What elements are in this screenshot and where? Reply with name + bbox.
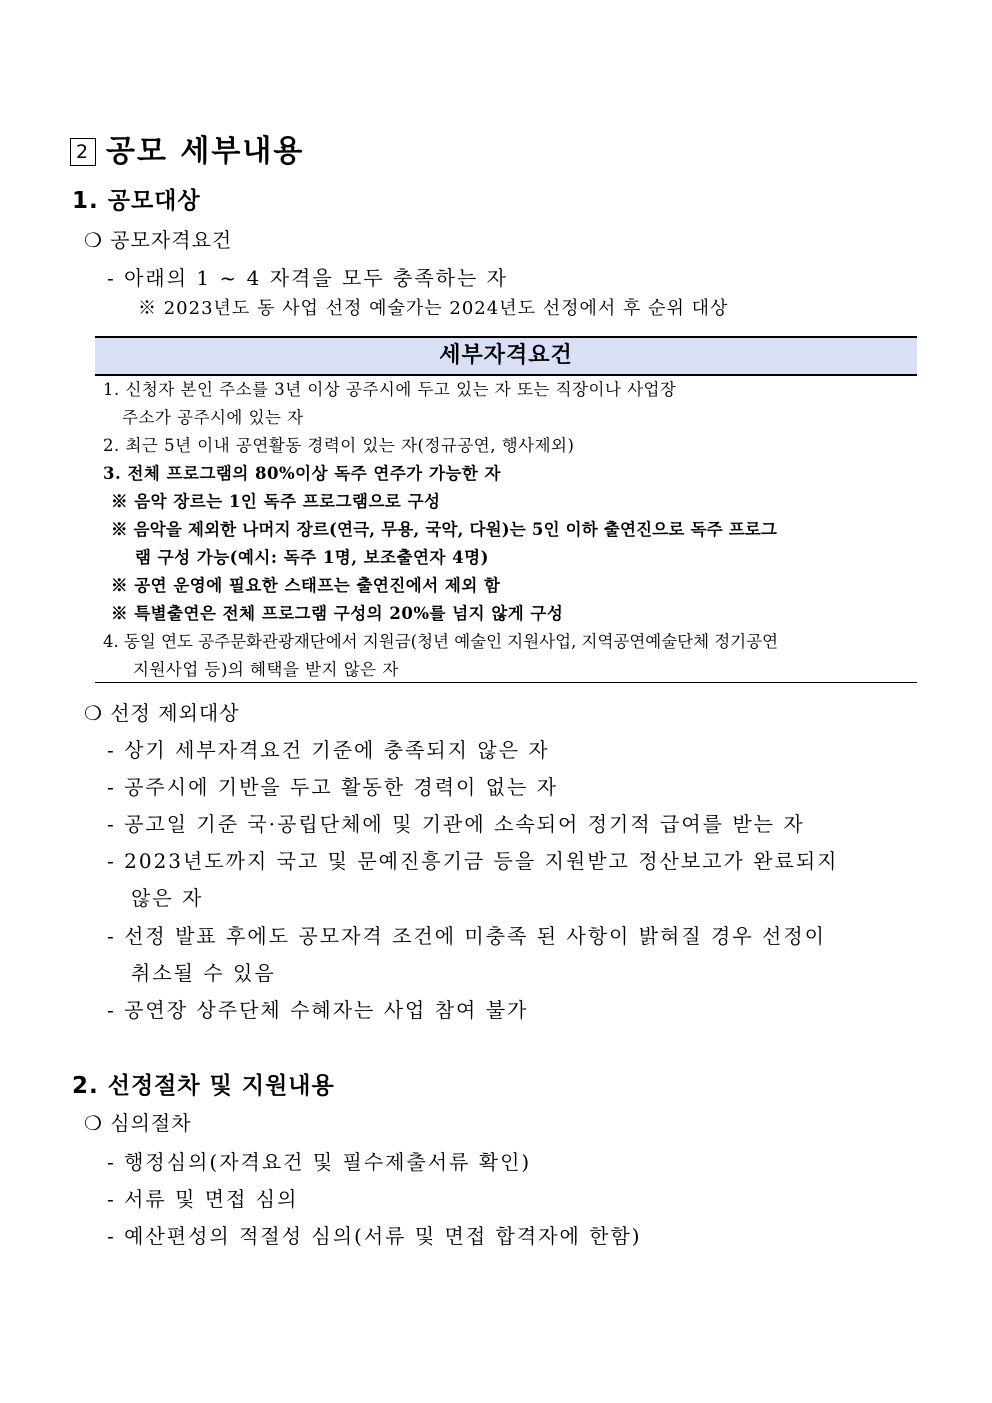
qualification-label: ❍ 공모자격요건 xyxy=(84,228,233,252)
table-header: 세부자격요건 xyxy=(95,338,917,376)
qualification-line: - 아래의 1 ~ 4 자격을 모두 충족하는 자 xyxy=(107,266,508,290)
exclusion-item: - 공연장 상주단체 수혜자는 사업 참여 불가 xyxy=(107,998,529,1022)
qualification-note: ※ 2023년도 동 사업 선정 예술가는 2024년도 선정에서 후 순위 대상 xyxy=(138,298,729,319)
table-row: ※ 특별출연은 전체 프로그램 구성의 20%를 넘지 않게 구성 xyxy=(111,604,564,623)
section-title xyxy=(70,126,304,170)
section-title-text: 공모 세부내용 xyxy=(106,134,305,169)
table-row: 1. 신청자 본인 주소를 3년 이상 공주시에 두고 있는 자 또는 직장이나 사업장 xyxy=(103,380,677,399)
table-row: 3. 전체 프로그램의 80%이상 독주 연주가 가능한 자 xyxy=(103,464,501,483)
table-row: ※ 음악을 제외한 나머지 장르(연극, 무용, 국악, 다원)는 5인 이하 출연진으로 독주 프로그 xyxy=(111,520,778,539)
qualification-table xyxy=(95,336,917,683)
exclusion-item-continued: 않은 자 xyxy=(131,886,204,910)
procedure-item: - 서류 및 면접 심의 xyxy=(107,1187,299,1211)
table-row: 2. 최근 5년 이내 공연활동 경력이 있는 자(정규공연, 행사제외) xyxy=(103,436,575,455)
heading-selection-procedure: 2. 선정절차 및 지원내용 xyxy=(72,1073,335,1099)
exclusion-item: - 선정 발표 후에도 공모자격 조건에 미충족 된 사항이 밝혀질 경우 선정이 xyxy=(107,924,826,948)
table-row: ※ 음악 장르는 1인 독주 프로그램으로 구성 xyxy=(111,492,441,511)
table-row: 주소가 공주시에 있는 자 xyxy=(122,408,304,427)
heading-recruitment-target: 1. 공모대상 xyxy=(72,188,201,214)
exclusion-label: ❍ 선정 제외대상 xyxy=(84,701,240,725)
table-row: ※ 공연 운영에 필요한 스태프는 출연진에서 제외 함 xyxy=(111,576,501,595)
table-row: 램 구성 가능(예시: 독주 1명, 보조출연자 4명) xyxy=(135,548,489,567)
exclusion-item: - 공주시에 기반을 두고 활동한 경력이 없는 자 xyxy=(107,775,559,799)
exclusion-item: - 2023년도까지 국고 및 문예진흥기금 등을 지원받고 정산보고가 완료되지 xyxy=(107,849,839,873)
exclusion-item-continued: 취소될 수 있음 xyxy=(131,961,276,985)
table-row: 지원사업 등)의 혜택을 받지 않은 자 xyxy=(133,660,399,679)
procedure-item: - 행정심의(자격요건 및 필수제출서류 확인) xyxy=(107,1150,532,1174)
exclusion-item: - 상기 세부자격요건 기준에 충족되지 않은 자 xyxy=(107,738,550,762)
table-row: 4. 동일 연도 공주문화관광재단에서 지원금(청년 예술인 지원사업, 지역공연예술단체 정기공연 xyxy=(103,632,779,651)
procedure-item: - 예산편성의 적절성 심의(서류 및 면접 합격자에 한함) xyxy=(107,1224,642,1248)
procedure-label: ❍ 심의절차 xyxy=(84,1111,192,1135)
section-number-box: 2 xyxy=(70,138,96,166)
exclusion-item: - 공고일 기준 국·공립단체에 및 기관에 소속되어 정기적 급여를 받는 자 xyxy=(107,812,805,836)
